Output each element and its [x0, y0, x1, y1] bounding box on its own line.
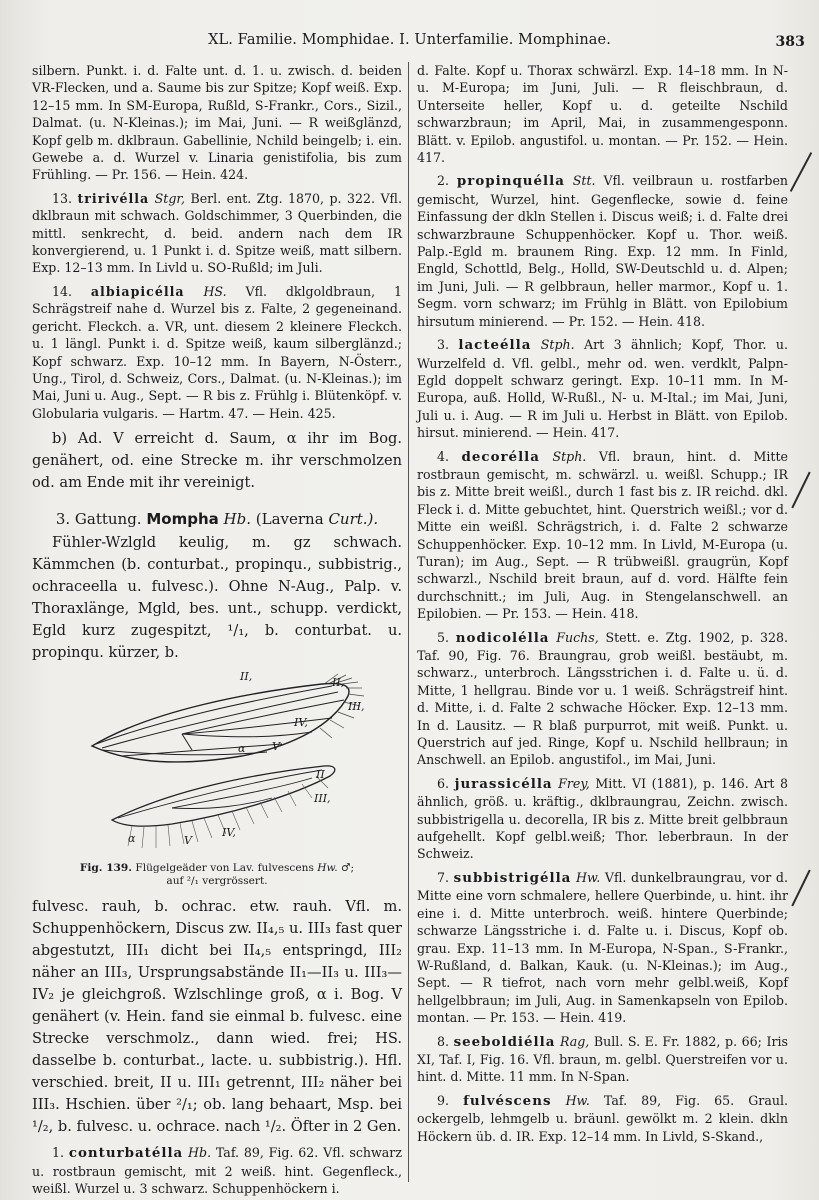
species-author: Fuchs,: [556, 629, 599, 645]
figure-label: V: [272, 740, 280, 754]
species-name: subbistrigélla: [453, 869, 572, 886]
species-entry-5: [417, 629, 788, 769]
running-header: [0, 32, 819, 54]
species-entry-7: [417, 869, 788, 1027]
entry-number: 9.: [437, 1092, 450, 1108]
genus-description-text: Fühler-Wzlgld keulig, m. gz schwach. Kämmchen (b. conturbat., propinqu., subbistrig., ochraceella u. fulvesc.). Ohne N-Aug., Palp. v. Thoraxlänge, Mgld, bes. unt., schupp. verdickt, Egld kurz zugespitzt, ¹/₁, b. conturbat. u. propinqu. kürzer, b.: [32, 534, 402, 662]
pencil-mark: [791, 870, 810, 907]
genus-description-continued: fulvesc. rauh, b. ochrac. etw. rauh. Vfl. m. Schuppenhöckern, Discus zw. II₄,₅ u. III₃ fast quer abgestutzt, III₁ dicht bei II₄,₅ entspringd, III₂ näher an III₃, Ursprungsabstände II₁—II₃ u. III₃—IV₂ je gleichgroß. Wzlschlinge groß, α i. Bog. V genähert (v. Hein. fand sie einmal b. fulvesc. eine Strecke verschmolz., dann wied. frei; HS. dasselbe b. conturbat., lacte. u. subbistrig.). Hfl. verschied. breit, II u. III₁ getrennt, III₂ näher bei III₃. Hschien. über ²/₁; ob. lang behaart, Msp. bei ¹/₂, b. fulvesc. u. ochrace. nach ¹/₂. Öfter in 2 Gen.: [32, 898, 402, 1136]
entry-number: 5.: [437, 629, 450, 645]
genus-alias-author: Curt.).: [328, 510, 379, 529]
caption-magnification: auf ²/₁ vergrössert.: [166, 875, 268, 888]
hindwing-veins: [118, 770, 322, 818]
genus-prefix: 3. Gattung.: [55, 510, 142, 529]
species-description: Berl. ent. Ztg. 1870, p. 322. Vfl. dklbraun mit schwach. Goldschimmer, 3 Querbinden, die mittl. senkrecht, d. beid. andern nach dem IR konvergierend, u. 1 Punkt i. d. Spitze weiß, matt silbern. Exp. 12–13 mm. In Livld u. SO-Rußld; im Juli.: [32, 190, 402, 276]
wing-venation-figure: [32, 670, 402, 860]
figure-label: V: [184, 834, 192, 848]
figure-caption: [32, 862, 402, 888]
species-entry-6: [417, 775, 788, 863]
species-name: fulvéscens: [463, 1092, 552, 1109]
right-continuation-text: d. Falte. Kopf u. Thorax schwärzl. Exp. 14–18 mm. In N- u. M-Europa; im Juni, Juli. — R fleischbraun, d. Unterseite heller, Kopf u. d. geteilte Nschild schwarzbraun; im April, Mai, in zusammengesponn. Blätt. v. Epilob. angustifol. u. montan. — Pr. 152. — Hein. 417.: [417, 63, 788, 166]
species-author: Hw.: [576, 869, 601, 885]
species-name: lacteélla: [458, 337, 532, 354]
entry-number: 6.: [437, 775, 450, 791]
species-description: Bull. S. E. Fr. 1882, p. 66; Iris XI, Taf. I, Fig. 16. Vfl. braun, m. gelbl. Querstreifen vor u. hint. d. Mitte. 11 mm. In N-Span.: [417, 1033, 788, 1085]
header-title: XL. Familie. Momphidae. I. Unterfamilie. Momphinae.: [208, 32, 611, 48]
species-name: propinquélla: [456, 173, 565, 190]
entry-number: 14.: [52, 283, 73, 299]
species-author: Stt.: [572, 173, 596, 189]
species-name: jurassicélla: [454, 775, 553, 792]
entry-number: 1.: [52, 1145, 65, 1161]
species-description: Vfl. dunkelbraungrau, vor d. Mitte eine vorn schmalere, hellere Querbinde, u. hint. ihr eine i. d. Mitte unterbroch. weiß. hintere Querbinde; schwarze Längsstriche i. d. Falte u. i. Discus, Kopf ob. grau. Exp. 11–13 mm. In M-Europa, N-Span., S-Frankr., W-Rußland, d. Balkan, Kauk. (u. N-Kleinas.); im Aug., Sept. — R tiefrot, nach vorn mehr gelbl.weiß, Kopf hellgelbbraun; im Juli, Aug. in Samenkapseln von Epilob. montan. — Pr. 153. — Hein. 419.: [417, 869, 788, 1026]
right-column: [417, 62, 788, 1182]
species-description: Vfl. dklgoldbraun, 1 Schrägstreif nahe d. Wurzel bis z. Falte, 2 gegeneinand. gericht. Fleckch. a. VR, unt. diesem 2 kleinere Fleckch. u. 1 längl. Punkt i. d. Spitze weiß, kaum silberglänzd.; Kopf schwarz. Exp. 10–12 mm. In Bayern, N-Österr., Ung., Tirol, d. Schweiz, Cors., Dalmat. (u. N-Kleinas.); im Mai, Juni u. Aug., Sept. — R bis z. Frühlg i. Blütenköpf. v. Globularia vulgaris. — Hartm. 47. — Hein. 425.: [32, 283, 402, 421]
pencil-mark: [791, 472, 810, 509]
caption-author: Hw.: [317, 862, 338, 875]
species-description: Mitt. VI (1881), p. 146. Art 8 ähnlich, größ. u. kräftig., dklbraungrau, Zeichn. zwisch. subbistrigella u. decorella, IR bis z. Mitte breit gelbbraun aufgehellt. Kopf gelbl.weiß; Thor. leberbraun. In der Schweiz.: [417, 775, 788, 862]
species-author: Hw.: [565, 1092, 590, 1108]
caption-sex: ♂;: [341, 862, 355, 875]
figure-label: α: [238, 742, 246, 756]
column-divider: [408, 62, 409, 1182]
species-entry-3: [417, 336, 788, 441]
genus-heading: [32, 508, 402, 530]
left-continuation-text: silbern. Punkt. i. d. Falte unt. d. 1. u. zwisch. d. beiden VR-Flecken, und a. Saume bis zur Spitze; Kopf weiß. Exp. 12–15 mm. In SM-Europa, Rußld, S-Frankr., Cors., Sizil., Dalmat. (u. N-Kleinas.); im Mai, Juni. — R weißglänzd, Kopf gelb m. dklbraun. Gabellinie, Nchild beingelb; i. ein. Gewebe a. d. Wurzel v. Linaria genistifolia, bis zum Frühling. — Pr. 156. — Hein. 424.: [32, 63, 402, 183]
hindwing-outline: [112, 766, 335, 826]
genus-name: Mompha: [146, 510, 219, 529]
page-number: 383: [775, 34, 805, 50]
species-author: Stph.: [552, 448, 587, 464]
caption-text: Flügelgeäder von Lav. fulvescens: [135, 862, 314, 875]
entry-number: 13.: [52, 190, 73, 206]
entry-number: 7.: [437, 869, 450, 885]
entry-number: 8.: [437, 1033, 450, 1049]
left-column: [32, 62, 402, 1196]
species-name: seeboldiélla: [453, 1033, 556, 1050]
species-entry-14: [32, 283, 402, 422]
species-author: Stph.: [540, 337, 575, 353]
species-entry-1: [32, 1144, 402, 1197]
wing-venation-drawing: [32, 670, 402, 860]
species-description: Taf. 89, Fig. 62. Vfl. schwarz u. rostbraun gemischt, mit 2 weiß. hint. Gegenfleck., weißl. Wurzel u. 3 schwarz. Schuppenhöckern i.: [32, 1145, 402, 1196]
caption-number: Fig. 139.: [79, 862, 132, 875]
figure-label: III,: [348, 700, 365, 714]
species-name: decorélla: [461, 448, 540, 465]
species-name: tririvélla: [77, 190, 150, 206]
species-name: conturbatélla: [68, 1145, 184, 1162]
pencil-mark: [790, 152, 812, 192]
entry-number: 2.: [437, 173, 450, 189]
genus-author: Hb.: [223, 510, 251, 529]
figure-label: II,: [332, 676, 345, 690]
species-entry-4: [417, 448, 788, 623]
species-description: Stett. e. Ztg. 1902, p. 328. Taf. 90, Fig. 76. Braungrau, grob weißl. bestäubt, m. schwarz., unterbroch. Längsstrichen i. d. Falte u. ü. d. Mitte, 1 hellgrau. Binde vor u. 1 weiß. Schrägstreif hint. d. Mitte, i. d. Falte 2 schwache Höcker. Exp. 12–13 mm. In d. Lausitz. — R blaß purpurrot, mit weiß. Punkt. u. Querstrich auf jed. Ringe, Kopf u. Nschild hellbraun; in Anschwell. an Epilob. angustifol., im Mai, Juni.: [417, 629, 788, 768]
entry-number: 3.: [437, 337, 450, 353]
figure-label: II: [316, 768, 325, 782]
figure-label: IV,: [222, 826, 236, 840]
species-description: Vfl. veilbraun u. rostfarben gemischt, Wurzel, hint. Gegenflecke, sowie d. feine Einfassung der dkln Stellen i. Discus weiß; i. d. Falte drei schwarzbraune Schuppenhöcker. Kopf u. Thor. weiß. Palp.-Egld m. braunem Ring. Exp. 12 mm. In Finld, Engld, Schottld, Belg., Holld, SW-Deutschld u. d. Alpen; im Juni, Juli. — R gelbbraun, heller marmor., Kopf u. 1. Segm. vorn schwarz; im Frühlg in Blätt. von Epilobium hirsutum minierend. — Pr. 152. — Hein. 418.: [417, 173, 789, 329]
genus-description: [32, 532, 402, 664]
species-author: Frey,: [558, 775, 590, 791]
species-name: nodicolélla: [455, 629, 550, 646]
figure-label: III,: [314, 792, 331, 806]
genus-alias: (Laverna: [255, 510, 324, 529]
entry-number: 4.: [437, 448, 450, 464]
figure-label: α: [128, 832, 136, 846]
species-entry-13: [32, 190, 402, 277]
species-name: albiapicélla: [90, 283, 185, 299]
figure-label: II,: [240, 670, 253, 684]
species-author: Stgr,: [154, 190, 186, 206]
species-author: Hb.: [188, 1145, 212, 1161]
species-description: Art 3 ähnlich; Kopf, Thor. u. Wurzelfeld d. Vfl. gelbl., mehr od. wen. verdklt, Palpn-Egld doppelt schwarz geringt. Exp. 10–11 mm. In M-Europa, auß. Holld, W-Rußl., N- u. M-Ital.; im Mai, Juni, Juli u. i. Aug. — R im Juli u. Herbst in Blätt. von Epilob. hirsut. minierend. — Hein. 417.: [417, 337, 788, 441]
species-entry-2: [417, 172, 788, 330]
figure-label: IV,: [294, 716, 308, 730]
species-entry-8: [417, 1033, 788, 1086]
species-description: Vfl. braun, hint. d. Mitte rostbraun gemischt, m. schwärzl. u. weißl. Schupp.; IR bis z. Mitte breit weißl., durch 1 fast bis z. IR reichd. dkl. Fleck i. d. Mitte gebuchtet, hint. Querstrich weißl.; vor d. Mitte ein weißl. Schrägstrich, i. d. Falte 2 schwarze Schuppenhöcker. Exp. 10–12 mm. In Livld, M-Europa (u. Turan); im Aug., Sept. — R trübweißl. graugrün, Kopf schwarzl., Nschild breit braun, auf d. vord. Hälfte fein durchschnitt.; im Juli, Aug. in Stengelanschwell. an Epilobien. — Pr. 153. — Hein. 418.: [417, 448, 788, 622]
forewing-outline: [92, 684, 349, 762]
species-author: Rag,: [559, 1033, 590, 1049]
species-entry-9: [417, 1092, 788, 1145]
species-description: Taf. 89, Fig. 65. Graul. ockergelb, lehmgelb u. bräunl. gewölkt m. 2 klein. dkln Höckern üb. d. IR. Exp. 12–14 mm. In Livld, S-Skand.,: [417, 1092, 788, 1144]
species-author: HS.: [203, 283, 227, 299]
key-note-b: b) Ad. V erreicht d. Saum, α ihr im Bog. genähert, od. eine Strecke m. ihr verschmolzen od. am Ende mit ihr vereinigt.: [32, 430, 402, 492]
